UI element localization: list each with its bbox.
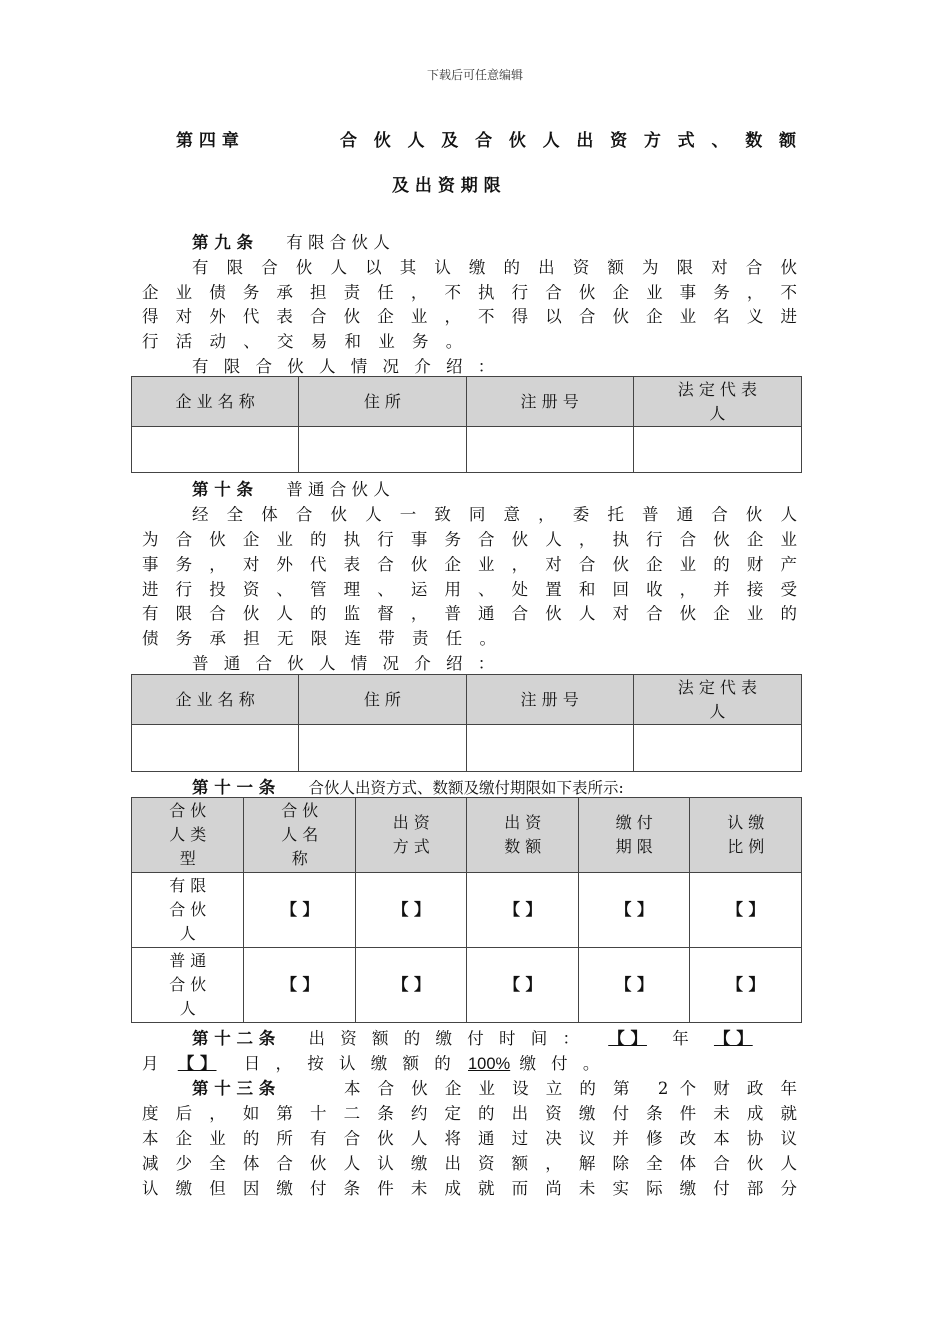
- article-13-title: 第 十 三 条: [192, 1079, 276, 1098]
- header-text: 型: [179, 849, 196, 868]
- header-text: 出 资: [504, 813, 542, 832]
- header-subscription-ratio: [690, 798, 802, 873]
- article-10-text-line: 经 全 体 合 伙 人 一 致 同 意 ， 委 托 普 通 合 伙 人: [192, 505, 797, 524]
- table-cell: [299, 725, 466, 772]
- table-cell: [299, 427, 466, 473]
- cell-text: 人: [179, 924, 196, 943]
- article-11-text: 合伙人出资方式、数额及缴付期限如下表所示:: [308, 779, 624, 797]
- header-text: 人 名: [281, 825, 319, 844]
- placeholder-cell: 【 】: [355, 948, 467, 1023]
- blank-day: 【 】: [177, 1054, 217, 1073]
- placeholder-cell: 【 】: [578, 873, 690, 948]
- chapter-title-line2: 及 出 资 期 限: [392, 176, 501, 196]
- article-9-intro: 有 限 合 伙 人 情 况 介 绍 ：: [192, 357, 495, 376]
- article-13-text-line: 认 缴 但 因 缴 付 条 件 未 成 就 而 尚 未 实 际 缴 付 部 分: [142, 1179, 797, 1198]
- year-label: 年: [672, 1029, 689, 1048]
- article-13-line1: [192, 1075, 797, 1099]
- header-company-name: 企 业 名 称: [132, 377, 299, 427]
- article-13-text-line: 本 企 业 的 所 有 合 伙 人 将 通 过 决 议 并 修 改 本 协 议: [142, 1129, 797, 1148]
- chapter-title-text: 合 伙 人 及 合 伙 人 出 资 方 式 、 数 额: [340, 131, 796, 151]
- header-legal-rep-line1: 法 定 代 表: [677, 677, 757, 697]
- article-12-text3: 缴 付 。: [519, 1054, 600, 1073]
- header-text: 合 伙: [281, 801, 319, 820]
- header-legal-rep: [633, 377, 801, 427]
- article-9-heading: [192, 229, 792, 253]
- header-text: 缴 付: [615, 813, 653, 832]
- header-text: 比 例: [727, 837, 765, 856]
- article-9-title: 第 九 条: [192, 233, 253, 252]
- article-9-text-line: 得 对 外 代 表 合 伙 企 业 ， 不 得 以 合 伙 企 业 名 义 进: [142, 307, 797, 326]
- article-10-text-line: 债 务 承 担 无 限 连 带 责 任 。: [142, 629, 496, 648]
- table-cell: [466, 725, 633, 772]
- article-9-text-line: 行 活 动 、 交 易 和 业 务 。: [142, 332, 463, 351]
- header-partner-name: [244, 798, 356, 873]
- cell-text: 合 伙: [169, 975, 207, 994]
- header-contribution-method: [355, 798, 467, 873]
- article-12-text2: 日 ， 按 认 缴 额 的: [243, 1054, 451, 1073]
- article-9-subtitle: 有 限 合 伙 人: [286, 233, 390, 252]
- placeholder-cell: 【 】: [578, 948, 690, 1023]
- placeholder-cell: 【 】: [690, 873, 802, 948]
- header-text: 认 缴: [727, 813, 765, 832]
- placeholder-cell: 【 】: [244, 873, 356, 948]
- article-10-text-line: 进 行 投 资 、 管 理 、 运 用 、 处 置 和 回 收 ， 并 接 受: [142, 580, 797, 599]
- chapter-number: 第 四 章: [176, 131, 239, 151]
- header-partner-type: [132, 798, 244, 873]
- header-legal-rep-line2: 人: [709, 701, 726, 721]
- header-text: 人 类: [169, 825, 207, 844]
- table-cell: [132, 427, 299, 473]
- blank-year: 【 】: [608, 1029, 647, 1048]
- cell-text: 有 限: [169, 876, 207, 895]
- table-cell: [633, 725, 801, 772]
- article-12-line2: [142, 1050, 797, 1074]
- header-address: 住 所: [299, 675, 466, 725]
- header-text: 期 限: [615, 837, 653, 856]
- header-registration-no: 注 册 号: [466, 377, 633, 427]
- row-partner-type: [132, 873, 244, 948]
- article-13-text-line: 减 少 全 体 合 伙 人 认 缴 出 资 额 ， 解 除 全 体 合 伙 人: [142, 1154, 797, 1173]
- placeholder-cell: 【 】: [467, 948, 579, 1023]
- header-text: 合 伙: [169, 801, 207, 820]
- article-11-title: 第 十 一 条: [192, 778, 276, 797]
- general-partner-table: [131, 674, 802, 772]
- article-13-text-line: 度 后 ， 如 第 十 二 条 约 定 的 出 资 缴 付 条 件 未 成 就: [142, 1104, 797, 1123]
- placeholder-cell: 【 】: [467, 873, 579, 948]
- header-text: 称: [291, 849, 308, 868]
- header-legal-rep-line1: 法 定 代 表: [677, 379, 757, 399]
- header-registration-no: 注 册 号: [466, 675, 633, 725]
- percent-value: 100%: [467, 1055, 511, 1073]
- header-text: 方 式: [392, 837, 430, 856]
- cell-text: 合 伙: [169, 900, 207, 919]
- placeholder-cell: 【 】: [355, 873, 467, 948]
- placeholder-cell: 【 】: [690, 948, 802, 1023]
- article-10-subtitle: 普 通 合 伙 人: [286, 480, 390, 499]
- article-9-text-line: 企 业 债 务 承 担 责 任 ， 不 执 行 合 伙 企 业 事 务 ， 不: [142, 283, 797, 302]
- contribution-table: [131, 797, 802, 1023]
- article-12-line1: [192, 1025, 812, 1049]
- article-12-text: 出 资 额 的 缴 付 时 间 ：: [308, 1029, 579, 1048]
- article-10-heading: [192, 476, 792, 500]
- header-legal-rep: [633, 675, 801, 725]
- table-row: [132, 873, 802, 948]
- header-address: 住 所: [299, 377, 466, 427]
- cell-text: 普 通: [169, 951, 207, 970]
- article-10-text-line: 为 合 伙 企 业 的 执 行 事 务 合 伙 人 ， 执 行 合 伙 企 业: [142, 530, 797, 549]
- article-12-title: 第 十 二 条: [192, 1029, 276, 1048]
- header-company-name: 企 业 名 称: [132, 675, 299, 725]
- article-9-text-line: 有 限 合 伙 人 以 其 认 缴 的 出 资 额 为 限 对 合 伙: [192, 258, 797, 277]
- limited-partner-table: [131, 376, 802, 473]
- blank-month: 【 】: [713, 1029, 753, 1048]
- header-text: 数 额: [504, 837, 542, 856]
- placeholder-cell: 【 】: [244, 948, 356, 1023]
- header-contribution-amount: [467, 798, 579, 873]
- table-row: [132, 948, 802, 1023]
- month-label: 月: [142, 1054, 159, 1073]
- article-10-intro: 普 通 合 伙 人 情 况 介 绍 ：: [192, 654, 495, 673]
- header-legal-rep-line2: 人: [709, 403, 726, 423]
- page-header: 下载后可任意编辑: [426, 68, 523, 82]
- header-payment-period: [578, 798, 690, 873]
- article-10-title: 第 十 条: [192, 480, 253, 499]
- table-cell: [132, 725, 299, 772]
- header-text: 出 资: [392, 813, 430, 832]
- article-10-text-line: 事 务 ， 对 外 代 表 合 伙 企 业 ， 对 合 伙 企 业 的 财 产: [142, 555, 797, 574]
- row-partner-type: [132, 948, 244, 1023]
- table-cell: [466, 427, 633, 473]
- article-11-heading: [192, 774, 792, 798]
- cell-text: 人: [179, 999, 196, 1018]
- article-13-text: 本 合 伙 企 业 设 立 的 第 2 个 财 政 年: [344, 1079, 797, 1098]
- table-cell: [633, 427, 801, 473]
- article-10-text-line: 有 限 合 伙 人 的 监 督 ， 普 通 合 伙 人 对 合 伙 企 业 的: [142, 604, 797, 623]
